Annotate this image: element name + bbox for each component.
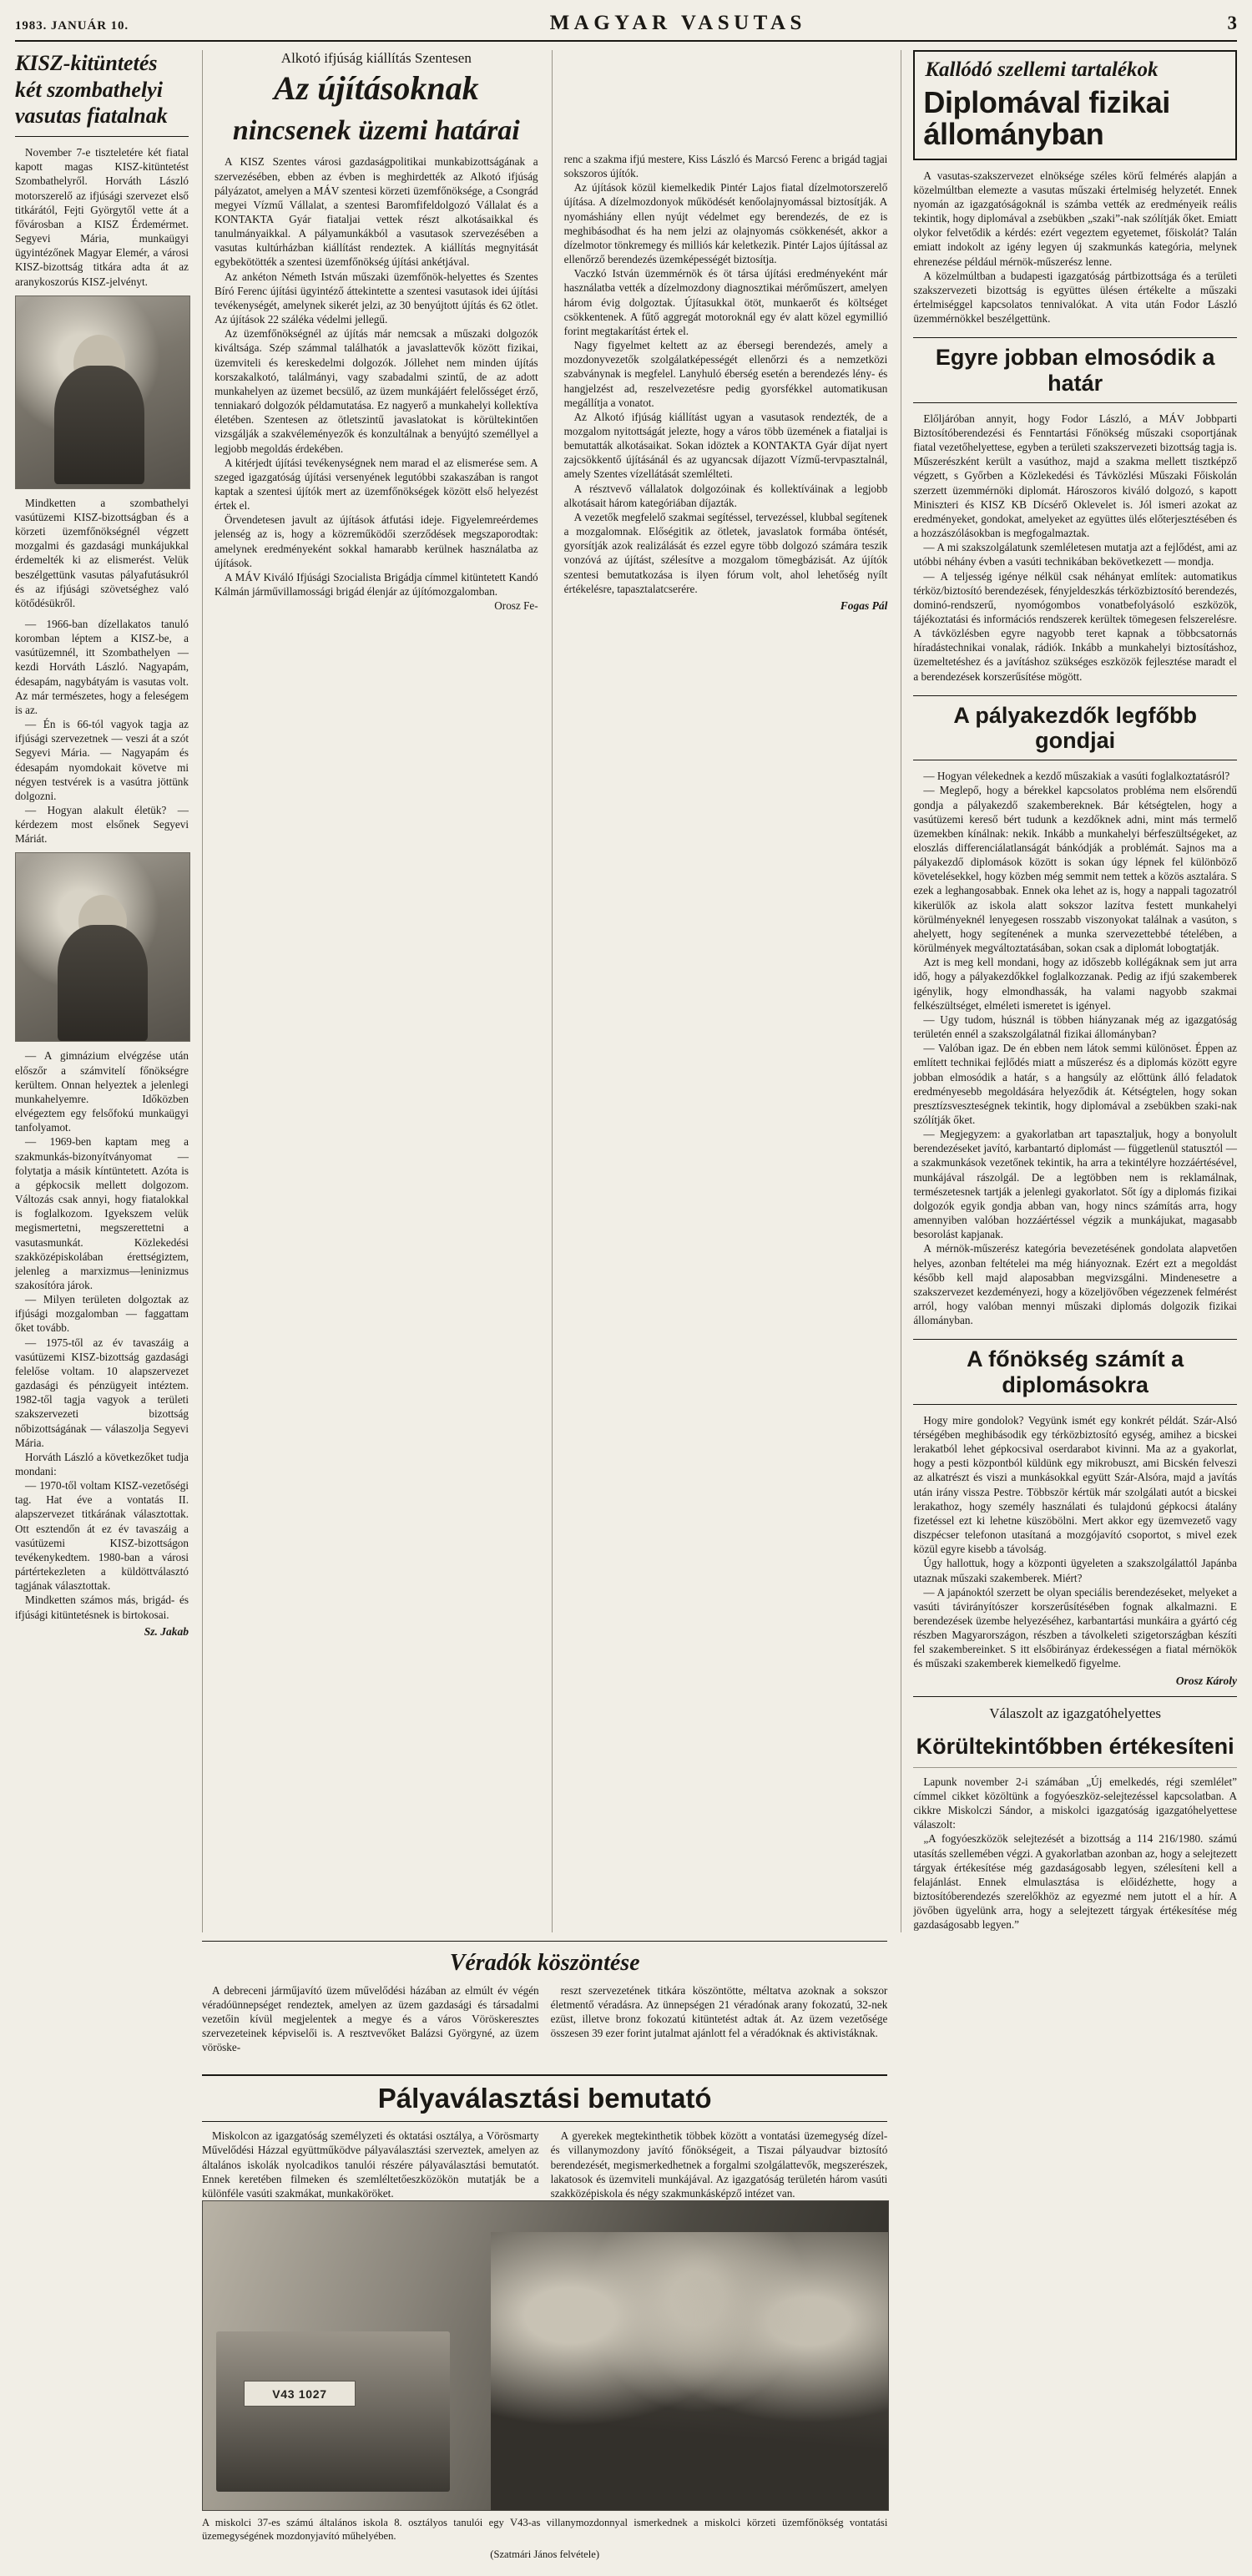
veradok-para-2: reszt szervezetének titkára köszöntötte, méltatva azoknak a sokszor életmentő véradásra. Az ünnepségen 21 véradónak arany fokozatú, 32-nek ezüst, illetve bronz fokozatú kitüntetést adtak át. Az üzem vezetősége összesen 39 ezer forint jutalmat ajánlott fel a véradóknak és aktivistáknak.	[550, 1983, 888, 2040]
ujitas-para-11: Az Alkotó ifjúság kiállítást ugyan a vasutasok rendezték, de a mozgalom nyitottságát jelezte, hogy a város több üzemének a fiataljai is bemutatták alkotásaikat. Sokan idöztek a KONTAKTA Gyár díjat nyert zajcsökkentő újításánál és az ugyancsak díjazott Vízmű-tervpasztalnál, amely Szentes vízellátását szemlélteti.	[563, 410, 888, 481]
palyavalasztas-para-2: A gyerekek megtekinthetik többek között a vontatási üzemegység dízel- és villanymozdony javító főnökségeit, a Tiszai pályaudvar biztosító berendezését, megismerkedhetnek a forgalmi szolgálattevők, megszerészek, lakatosok és üzemviteli munkájával. Az igazgatóság területén három vasúti szakközépiskola és négy szakmunkásképző intézet van.	[550, 2129, 888, 2200]
palyavalasztas-para-1: Miskolcon az igazgatóság személyzeti és oktatási osztálya, a Vörösmarty Művelődési Házzal együttműködve pályaválasztási szerveztek, amelyen az általános iskolák nyolcadikos tanulói részére pályaválasztási bemutatót. Ennek keretében filmeken és szemléltetőeszközökön mutatják be a különféle vasúti szakmákat, munkaköröket.	[202, 2129, 539, 2200]
ujitas-para-6: A MÁV Kiváló Ifjúsági Szocialista Brigádja címmel kitüntetett Kandó Kálmán járművillamossági brigád élenjár az újítómozgalomban.	[215, 570, 538, 599]
palyavalasztas-headline: Pályaválasztási bemutató	[202, 2074, 887, 2122]
column-three	[552, 50, 888, 1932]
ujitas-jump-text: Orosz Fe-	[494, 599, 538, 613]
diploma-para-14: Úgy hallottuk, hogy a központi ügyeleten a szakszolgálattól Japánba utaznak műszaki szakemberek. Miért?	[913, 1557, 1237, 1584]
kicker-valaszolt: Válaszolt az igazgatóhelyettes	[989, 1705, 1162, 1721]
veradok-para-1: A debreceni járműjavító üzem művelődési házában az elmúlt év végén véradóünnepséget rendeztek, amelyen az üzem gazdasági és társadalmi vezetőin kívül megjelentek a megye és a város Vöröskeresztes szervezeteinek képviselői is. A resztvevőket Balázsi Györgyné, az üzem vöröske-	[202, 1983, 539, 2054]
locomotive-number-plate: V43 1027	[244, 2381, 355, 2407]
kisz-para-9: — 1975-től az év tavaszáig a vasútüzemi KISZ-bizottság gazdasági felelőse voltam. 10 alapszervezet gazdasági és pénzügyeit intéztem. 1982-től tagja vagyok a területi szakszervezeti bizottság nőbizottságának — válaszolja Segyevi Mária.	[15, 1336, 189, 1449]
kisz-para-6: — A gimnázium elvégzése után előszőr a számvitelí főnökségre kerültem. Onnan helyeztek a jelenlegi munkahelyemre. Időközben elvégeztem egy felsőfokú munkaügyi tanfolyamot.	[15, 1049, 189, 1134]
kisz-para-5: — Hogyan alakult életük? — kérdezem most elsőnek Segyevi Máriát.	[15, 804, 189, 846]
article-headline-ujitasok-1: Az újításoknak	[274, 69, 479, 107]
kisz-para-10: Horváth László a következőket tudja mondani:	[15, 1450, 189, 1477]
ujitas-para-10: Nagy figyelmet keltett az az ébersegi berendezés, amely a mozdonyvezetők szolgálatképességét ellenőrzi és a nemzetközi szabványnak is megfelel. Lanyhuló éberség esetén a berendezés lény- és hangjelzést ad, reszelvezetésre pedig gyorsfékkel automatikusan megállítja a vonatot.	[563, 339, 888, 409]
diploma-para-12: A mérnök-műszerész kategória bevezetésének gondolata alapvetően helyes, azonban feltételei ma még hiányoznak. Ezért ezt a megoldást később kell majd alaposabban megvizsgálni. Mindenesetre a szakszervezet kezdeményezi, hogy a közeljövőben végezzenek felmérést arról, hogy valóban mennyi műszaki diplomás dolgozik fizikai állományban.	[913, 1242, 1237, 1327]
banner-diploma	[913, 50, 1237, 160]
photo-locomotive-workshop	[202, 2200, 889, 2511]
ujitas-para-1: A KISZ Szentes városi gazdaságpolitikai munkabizottságának a szervezésében, ebben az évben is meghirdették az Alkotó ifjúság pályázatot, amelyen a MÁV szentesi körzeti üzemfőnöksége, a Csongrád megyei Vízmű Vállalat, a szentesi Baromfifeldolgozó Vállalat és a KONTAKTA Gyár fiataljai vettek részt alkotásaikkal és tanulmányaikkal. A pályamunkákból a vasutasok szervezésében a vasutas kultúrházban kiállítást rendeztek. A kiállítás megnyitását egybekötötték a szentesi üzemfőnökség újítási ankétjával.	[215, 155, 538, 269]
diploma-byline: Orosz Károly	[1175, 1674, 1237, 1687]
photo-credit: (Szatmári János felvétele)	[490, 2548, 600, 2561]
subhead-fonokseg: A főnökség számít a diplomásokra	[913, 1339, 1237, 1404]
kisz-byline: Sz. Jakab	[144, 1624, 189, 1638]
diploma-para-9: — Ugy tudom, húsznál is többen hiányzanak még az igazgatóság területén ennél a szakszolgálatnál fizikai állományban?	[913, 1013, 1237, 1041]
ujitas-para-3: Az üzemfőnökségnél az újítás már nemcsak a műszaki dolgozók kiváltsága. Szép számmal találhatók a javaslattevők között fizikai, üzemviteli és kereskedelmi dolgozók. Jóllehet nem minden újítás korszakalkotó, találmányi, vagy szabadalmi szintű, de az adott munkahelyen az üzemet becsülő, az üzem munkájáért felelősséget érző, tenniakaró dolgozók példamutatása. Ez nagyerő a munkahelyi kollektíva életében. Szentesen az ötletszintű javaslatokat is körültekintően vizsgálják a szakvéleményezők és konzultálnak a benyújtó személlyel a legjobb megoldás érdekében.	[215, 327, 538, 455]
palyavalasztas-article	[202, 2066, 887, 2561]
diploma-para-8: Azt is meg kell mondani, hogy az időszebb kollégáknak sem jut arra idő, hogy a pályakezdőkkel foglalkozzanak. Pedig az ifjú szakemberek igénylik, hogy elmondhassák, ha valami nagyobb szakmai felkészültséget, elméleti ismeretet is igényel.	[913, 956, 1237, 1012]
diploma-para-4: — A mi szakszolgálatunk szemléletesen mutatja azt a fejlődést, ami az utóbbi néhány évben a vasúti technikában bekövetkezett — mondja.	[913, 541, 1237, 568]
blood-donor-article	[202, 1932, 887, 2055]
diploma-para-11: — Megjegyzem: a gyakorlatban art tapasztaljuk, hogy a bonyolult berendezéseket javító, karbantartó diplomást — függetlenül statusztól — a szakmunkások vezetőnek tekintik, ha arra a tekintélyre hozzáértésével, munkájával rászolgál. De a legtöbben nem is reklamálnak, természetesnek tartják a jelenlegi gyakorlatot. Sőt így a diplomás fizikai dolgozók egyik gondja abban van, hogy nincs számítás arra, hogy amennyiben valóban hozzáértéssel végzik a munkájukat, magasabb besorolást kapjanak.	[913, 1128, 1237, 1241]
ujitas-para-7: renc a szakma ifjú mestere, Kiss László és Marcsó Ferenc a brigád tagjai sokszoros újítók.	[563, 153, 888, 180]
banner-title: Diplomával fizikai állományban	[923, 85, 1170, 151]
article-kicker-szentes: Alkotó ifjúság kiállítás Szentesen	[280, 50, 472, 66]
kisz-para-12: Mindketten számos más, brigád- és ifjúsági kitüntetésnek is birtokosai.	[15, 1594, 189, 1621]
ujitas-para-8: Az újítások közül kiemelkedik Pintér Lajos fiatal dízelmotorszerelő újítása. A dízelmozdonyok működését kenőolajnyomással biztosítják. A nyomáshiány ellen nyújt védelmet egy berendezés, de ez is meghibásodhat és ha nem jelzi az olajnyomás csökkenését, akkor a dízelmotor tönkremegy és milliós kár keletkezik. Pintér Lajos újítással az ellenőrző berendezés üzemképességét biztosítja.	[563, 181, 888, 266]
issue-date: 1983. JANUÁR 10.	[15, 19, 129, 33]
banner-kicker: Kallódó szellemi tartalékok	[925, 58, 1159, 81]
kisz-para-11: — 1970-től voltam KISZ-vezetőségi tag. Hat éve a vontatás II. alapszervezet titkárának választottak. Ott esztendőn át ez év tavaszáig a vasútüzemi KISZ-bizottságon tevékenykedtem. 1980-ban a városi pártértekezleten a küldöttválasztó tagjának választottak.	[15, 1479, 189, 1593]
column-two	[202, 50, 538, 1932]
ujitas-para-12: A résztvevő vállalatok dolgozóinak és kollektíváinak a legjobb alkotásait három kategóriában díjazták.	[563, 482, 888, 509]
masthead	[15, 12, 1237, 42]
subhead-palyakezdok: A pályakezdők legfőbb gondjai	[913, 695, 1237, 760]
portrait-segyevi-maria	[15, 852, 190, 1042]
valasz-para-2: „A fogyóeszközök selejtezését a bizottság a 114 216/1980. számú utasítás szellemében végzi. A gyakorlatban azonban az, hogy a selejtezett tárgyak értékesítése még gazdaságosabb legyen, szélesíteni kell a felajánlást. Ennek elmulasztása is előidézhette, hogy a biztosítóberendezés szerelőkhöz az egyezmé nem jutott el a hír. A jövőben ügyelünk arra, hogy a selejtezett tárgyak értékesítése még gazdaságosabb legyen.”	[913, 1832, 1237, 1932]
ujitas-para-5: Örvendetesen javult az újítások átfutási ideje. Figyelemreérdemes jelenség az is, hogy a közreműködői szerződések megszaporodtak: amelynek eredményeként sokkal hamarabb kerülnek használatba az újítások.	[215, 513, 538, 569]
kisz-para-7: — 1969-ben kaptam meg a szakmunkás-bizonyítványomat — folytatja a másik kíntüntetett. Azóta is a gépkocsik mellett dolgozom. Változás csak annyi, hogy fiatalokkal is foglalkozom. Igyekszem velük megismertetni, megszerettetni a vasutasmunkát. Közlekedési szakközépiskolában érettségiztem, jelenleg a marxizmus—leninizmus szakosítóra járok.	[15, 1135, 189, 1291]
diploma-para-15: — A japánoktól szerzett be olyan speciális berendezéseket, melyeket a vasúti távirányítószer korszerűsítésében fognak alkalmazni. E berendezések üzembe helyezéséhez, karbantartási munkáira a gyártó cég részben Magyarországon, részben a távolkeleti szigetországban készíti fel szakembereinket. S itt elsőbirányaz érdekességen a fiatal mérnökök és műszaki szakemberek kiemelkedő figyelme.	[913, 1585, 1237, 1670]
diploma-para-1: A vasutas-szakszervezet elnöksége széles körű felmérés alapján a közelmúltban elemezte a vasutas műszaki értelmiség helyzetét. Ennek nyomán az igazgatóságoknál is számba vették az eredményeik reális tekintik, hogy diplomával a zsebükben „szaki”-nak szólítják őket. Emiatt olykor felvetődik a kérdés: ezért vegeztem egyetemet, főiskolát? Talán emiatt indokolt az igény legyen új szakmunkás kategória, melynek ehrenezése például mérnök-műszerész lenne.	[913, 169, 1237, 268]
ujitas-para-2: Az ankéton Németh István műszaki üzemfőnök-helyettes és Szentes Bíró Ferenc újítási ügyintéző áttekintette a szentesi vasutasok idei újítási tevékenységét, amelynek sikerét jelzi, az 30 benyújtott újítás és 62 ötlet. Az újítások 22 száléka védelmi jellegű.	[215, 270, 538, 326]
ujitas-byline: Fogas Pál	[840, 599, 888, 612]
subhead-korultekintobben: Körültekintőbben értékesíteni	[916, 1733, 1234, 1759]
diploma-para-5: — A teljesség igénye nélkül csak néhányat említek: automatikus térköz/biztosító berendezések, fényjeldeszkás térközbiztosító berendezés, dominó-rendszerű, nyomógombos vonatbefolyásoló eszközök, tájékoztatási és információs rendszerek kerültek tömegesen felszerelésre. A távközlésben egyre nagyobb teret kapnak a többcsatornás híradástechnikai vonalak, rádiók. Inkább a munkahelyi biztosításhoz, üzemeltetéshez és a javításhoz szükséges eszközök fejlesztése maradt el a berendezések korszerűsítése mögött.	[913, 569, 1237, 683]
portrait-horvath-laszlo	[15, 295, 190, 489]
kisz-para-4: — Én is 66-tól vagyok tagja az ifjúsági szervezetnek — veszi át a szót Segyevi Mária. — Nagyapám és édesapám nyomdokait követve mi négyen testvérek is a vasútra jöttünk dolgozni.	[15, 718, 189, 802]
photo-caption: A miskolci 37-es számú általános iskola 8. osztályos tanulói egy V43-as villanymozdonnyal ismerkednek a miskolci körzeti üzemfőnökség vontatási üzemegységének mozdonyjavító műhelyében.	[202, 2517, 888, 2543]
kisz-para-1: November 7-e tiszteletére két fiatal kapott magas KISZ-kitüntetést Szombathelyről. Horváth László motorszerelő az ifjúsági szervezet első titkárától, Fejti Györgytől vette át a fővárosban a KISZ Érdemérmet. Segyevi Mária, munkaügyi ügyintézőnek Magyar Elemér, a városi KISZ-bizottság titkára adta át az aranykoszorús KISZ-jelvényt.	[15, 146, 189, 288]
diploma-para-7: — Meglepő, hogy a bérekkel kapcsolatos probléma nem elsőrendű gondja a pályakezdő szakembereknek. Bár kétségtelen, hogy a vasútüzemi kereső bért tudunk a kezdőknek adni, mint más termelő üzemekben kínálnak: nekik. Inkább a munkahelyi bérfeszültségeket, az eloszlás differenciálatlanságát bánkódják a problémát. Sajnos ma a pályakezdő diplomások között is sokan úgy lépnek fel különböző követelésekkel, hogy közben még semmit nem tettek a közös asztalára. S ezek a leghangosabbak. Ennek oka lehet az is, hogy a nappali tagozatról kikerülők az iskola alatt sokszor lazítva festett munkahelyi körülményeknél lenyegesen rosszabb viszonyokat találnak a vasúton, s ahelyett, hogy segítenének a munka szervezettebbé tételében, a körülmények megváltoztatásában, sokan csak a diplomát lobogtatják.	[913, 784, 1237, 955]
ujitas-para-4: A kitérjedt újítási tevékenységnek nem marad el az elismerése sem. A szeged igazgatóság újítási versenyének legutóbbi szakaszában is rangot kaptak a szentesi újítók mert az üzemfőnökségek között első helyezést értek el.	[215, 456, 538, 513]
article-headline-kisz: KISZ-kitüntetés két szombathelyi vasutas fiatalnak	[15, 50, 189, 137]
diploma-para-10: — Valóban igaz. De én ebben nem látok semmi különöset. Éppen az említett technikai fejlődés miatt a műszerész és a diplomás között egyre jobban elmosódik a határ, s a hangsúly az előttünk álló feladatok eredményesebb megoldására helyeződik át. Kétségtelen, hogy sokan presztízsveszteségnek tekintik, hogy diplomával a zsebükben szaki-nak szólítják őket.	[913, 1042, 1237, 1126]
article-headline-ujitasok-2: nincsenek üzemi határai	[232, 115, 520, 146]
column-four	[901, 50, 1237, 1932]
diploma-para-13: Hogy mire gondolok? Vegyünk ismét egy konkrét példát. Szár-Alsó térségében meghibásodik egy térközbiztosító egység, amihez a bicskei lerakatból lehet gépkocsival oserdarabot kivinni. Ma az a gyakorlat, hogy a pesti központból küldünk egy mikrobuszt, ami Bicskén felveszi az alkatrészt és viszi a munkásokkal együtt Szár-Alsóra, majd a javítás után irány vissza Pestre. Többször kértük már szolgálati autót a bicskei lerakathoz, hogy személy használati és tulajdonú gépkocsi átalány fizetéssel ezt ki lehetne küszöbölni. Mert akkor egy üzemvezető vagy diszpécser telefonon utasítaná a mozgójavító csoportot, s mivel ezek közül egyre kisebb a távolság.	[913, 1413, 1237, 1556]
kisz-para-2: Mindketten a szombathelyi vasútüzemi KISZ-bizottságban és a körzeti üzemfőnökségnél végzett mozgalmi és gazdasági munkájukkal érdemelték ki az elismerést. Velük beszélgettünk vasutas pályafutásukról és az ifjúsági szövetséghez való kötődésükről.	[15, 496, 189, 609]
page-grid	[15, 50, 1237, 2561]
diploma-para-6: — Hogyan vélekednek a kezdő műszakiak a vasúti foglalkoztatásról?	[923, 770, 1230, 783]
valasz-para-1: Lapunk november 2-i számában „Új emelkedés, régi szemlélet” címmel cikket közöltünk a fogyóeszköz-selejtezéssel kapcsolatban. A cikkre Miskolczi Sándor, a miskolci igazgatóság igazgatóhelyettese válaszolt:	[913, 1775, 1237, 1831]
ujitas-para-9: Vaczkó István üzemmérnök és öt társa újítási eredményeként már használatba vették a dízelmozdony diagnosztikai mérőműszert, amelyen három évig dolgoztak. Újítasukkal ötöt, munkaerőt és költséget csökkentenek. A fűtő aggregát motoroknál egy év alatt közel egymillió forint megtakarítást értek el.	[563, 267, 888, 337]
subhead-hatar: Egyre jobban elmosódik a határ	[913, 337, 1237, 402]
kisz-para-3: — 1966-ban dízellakatos tanuló koromban léptem a KISZ-be, a vasútüzemnél, itt Szombathelyen — kezdi Horváth László. Nagyapám, édesapám, nagybátyám is vasutas volt. Az már természetes, hogy a feleségem is az.	[15, 617, 189, 716]
newspaper-title: MAGYAR VASUTAS	[549, 12, 806, 34]
kisz-para-8: — Milyen területen dolgoztak az ifjúsági mozgalomban — faggattam őket tovább.	[15, 1293, 189, 1335]
page-number: 3	[1227, 13, 1237, 33]
ujitas-para-13: A vezetők megfelelő szakmai segítéssel, tervezéssel, klubbal segítenek a mozgalomnak. Előségitik az ötletek, javaslatok formába öntését, gyorsítják azok realizálását és ezzel egyre több dolgozó számára teszik vonzóvá az újítást, szélesítve a mozgalom tömegbázisát. Az újítók szentesi bemutatkozása is ilyen fórum volt, ahol lehetőség nyílt értékelésre, tapasztalatcserére.	[563, 510, 888, 595]
diploma-para-2: A közelmúltban a budapesti igazgatóság pártbizottsága és a területi szakszervezeti bizottság is együttes ülésen értékelte a műszaki értelmiséggel kapcsolatos tennivalókat. A vita után Fodor László üzemmérnökkel beszélgettünk.	[913, 269, 1237, 326]
diploma-para-3: Előljáróban annyit, hogy Fodor László, a MÁV Jobbparti Biztosítóberendezési és Fenntartási Főnökség műszaki csoportjának fiatal vezetőhelyettese, egyben a területi szakszervezeti bizottság tagja is. Műszerészként került a vasúthoz, majd a szakma mellett tisztképző végzett, s Győrben a Közlekedési és Távközlési Műszaki Főiskolán szerzett üzemmérnöki diplomát. Hároszoros kiváló dolgozó, s kapott Miniszteri és KISZ KB Dícsérő Oklevelet is. Jól ismeri azokat az eredményeket, gondokat, amelyeket az együttes ülés előterjesztésében és a hozzászólásokban is megfogalmaztak.	[913, 412, 1237, 540]
veradok-headline: Véradók köszöntése	[449, 1949, 640, 1976]
column-one	[15, 50, 189, 1932]
